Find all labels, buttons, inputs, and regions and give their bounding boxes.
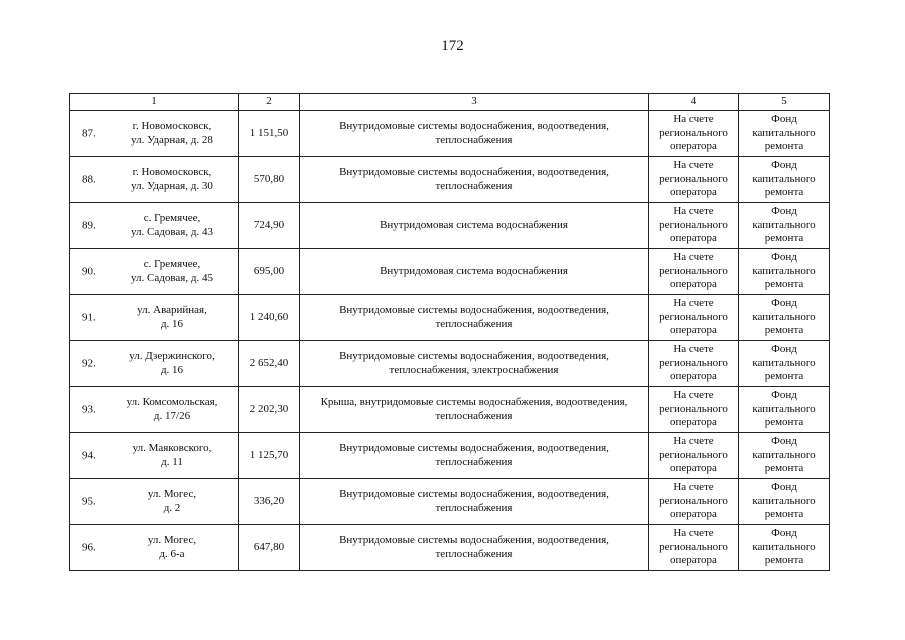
row-number: 94.: [82, 448, 96, 461]
fund-line-1: Фонд: [771, 113, 797, 126]
address-line-1: ул. Могес,: [147, 534, 197, 546]
fund-cell: [739, 387, 830, 433]
work-description: Внутридомовые системы водоснабжения, водоотведения, теплоснабжения: [300, 433, 649, 479]
account-line-1: На счете: [673, 113, 714, 126]
address-line-1: ул. Могес,: [147, 488, 197, 500]
account-cell: [649, 111, 739, 157]
area-value: 2 202,30: [239, 387, 300, 433]
fund-cell: [739, 433, 830, 479]
row-number: 90.: [82, 264, 96, 277]
table-row: [70, 433, 830, 479]
address: [73, 534, 235, 561]
address-line-2: д. 16: [160, 363, 184, 376]
account-line-2: регионального: [659, 264, 728, 277]
address-line-2: д. 2: [163, 501, 181, 514]
fund-line-1: Фонд: [771, 205, 797, 218]
row-number: 96.: [82, 540, 96, 553]
table-row: [70, 387, 830, 433]
address-line-2: ул. Ударная, д. 28: [131, 133, 213, 146]
account-line-1: На счете: [673, 435, 714, 448]
address-line-2: д. 11: [161, 455, 183, 468]
row-number: 92.: [82, 356, 96, 369]
fund-line-2: капитального: [752, 540, 816, 553]
fund-line-3: ремонта: [764, 416, 804, 429]
row-number: 93.: [82, 402, 96, 415]
column-header: 3: [300, 94, 649, 111]
work-description: Внутридомовые системы водоснабжения, водоотведения, теплоснабжения: [300, 111, 649, 157]
table-row: [70, 295, 830, 341]
account-line-1: На счете: [673, 343, 714, 356]
work-description: Внутридомовые системы водоснабжения, водоотведения, теплоснабжения: [300, 479, 649, 525]
address-line-2: д. 6-а: [159, 547, 185, 560]
table-row: [70, 525, 830, 571]
fund-cell: [739, 157, 830, 203]
account-line-3: оператора: [670, 554, 717, 567]
address-cell: [70, 433, 239, 479]
area-value: 570,80: [239, 157, 300, 203]
fund-line-2: капитального: [752, 218, 816, 231]
account-cell: [649, 433, 739, 479]
address-cell: [70, 249, 239, 295]
account-line-1: На счете: [673, 251, 714, 264]
area-value: 336,20: [239, 479, 300, 525]
account-line-2: регионального: [659, 448, 728, 461]
fund-line-1: Фонд: [771, 297, 797, 310]
row-number: 91.: [82, 310, 96, 323]
address-line-2: ул. Садовая, д. 43: [131, 225, 213, 238]
fund-line-3: ремонта: [764, 186, 804, 199]
work-description: Внутридомовая система водоснабжения: [300, 203, 649, 249]
address: [73, 442, 235, 469]
address-line-2: д. 17/26: [153, 409, 191, 422]
address-line-1: с. Гремячее,: [143, 258, 201, 270]
fund-line-1: Фонд: [771, 343, 797, 356]
account-line-3: оператора: [670, 416, 717, 429]
fund-line-2: капитального: [752, 172, 816, 185]
account-line-2: регионального: [659, 218, 728, 231]
row-number: 95.: [82, 494, 96, 507]
fund-line-2: капитального: [752, 448, 816, 461]
account-line-1: На счете: [673, 159, 714, 172]
account-line-1: На счете: [673, 527, 714, 540]
column-header: 1: [70, 94, 239, 111]
address-line-1: ул. Комсомольская,: [126, 396, 218, 408]
area-value: 647,80: [239, 525, 300, 571]
work-description: Крыша, внутридомовые системы водоснабжения, водоотведения, теплоснабжения: [300, 387, 649, 433]
address-cell: [70, 341, 239, 387]
fund-line-3: ремонта: [764, 370, 804, 383]
address-line-2: ул. Ударная, д. 30: [131, 179, 213, 192]
address-line-1: ул. Дзержинского,: [129, 350, 215, 362]
address: [73, 350, 235, 377]
fund-line-2: капитального: [752, 126, 816, 139]
account-line-3: оператора: [670, 140, 717, 153]
fund-line-1: Фонд: [771, 481, 797, 494]
account-line-2: регионального: [659, 494, 728, 507]
fund-cell: [739, 525, 830, 571]
table-row: [70, 203, 830, 249]
address-line-1: ул. Маяковского,: [132, 442, 212, 454]
account-line-3: оператора: [670, 324, 717, 337]
address: [73, 212, 235, 239]
work-description: Внутридомовая система водоснабжения: [300, 249, 649, 295]
work-description: Внутридомовые системы водоснабжения, водоотведения, теплоснабжения, электроснабжения: [300, 341, 649, 387]
account-line-2: регионального: [659, 402, 728, 415]
area-value: 2 652,40: [239, 341, 300, 387]
fund-line-2: капитального: [752, 402, 816, 415]
address: [73, 396, 235, 423]
table-row: [70, 479, 830, 525]
fund-cell: [739, 295, 830, 341]
row-number: 87.: [82, 126, 96, 139]
work-description: Внутридомовые системы водоснабжения, водоотведения, теплоснабжения: [300, 295, 649, 341]
fund-line-3: ремонта: [764, 324, 804, 337]
account-line-2: регионального: [659, 540, 728, 553]
column-header: 5: [739, 94, 830, 111]
table-row: [70, 157, 830, 203]
fund-cell: [739, 479, 830, 525]
column-header: 4: [649, 94, 739, 111]
account-line-1: На счете: [673, 205, 714, 218]
table-row: [70, 249, 830, 295]
account-line-2: регионального: [659, 126, 728, 139]
account-cell: [649, 157, 739, 203]
account-line-1: На счете: [673, 389, 714, 402]
fund-line-3: ремонта: [764, 140, 804, 153]
address: [73, 120, 235, 147]
address-cell: [70, 295, 239, 341]
fund-line-1: Фонд: [771, 527, 797, 540]
account-line-3: оператора: [670, 278, 717, 291]
account-line-3: оператора: [670, 186, 717, 199]
fund-cell: [739, 249, 830, 295]
fund-line-3: ремонта: [764, 232, 804, 245]
area-value: 724,90: [239, 203, 300, 249]
fund-line-3: ремонта: [764, 508, 804, 521]
address-line-1: ул. Аварийная,: [137, 304, 207, 316]
account-cell: [649, 295, 739, 341]
address-line-2: ул. Садовая, д. 45: [131, 271, 213, 284]
fund-line-1: Фонд: [771, 159, 797, 172]
address-cell: [70, 157, 239, 203]
account-line-1: На счете: [673, 297, 714, 310]
address-line-1: с. Гремячее,: [143, 212, 201, 224]
address-cell: [70, 387, 239, 433]
account-line-2: регионального: [659, 310, 728, 323]
fund-line-2: капитального: [752, 356, 816, 369]
fund-line-1: Фонд: [771, 435, 797, 448]
fund-line-3: ремонта: [764, 278, 804, 291]
address: [73, 488, 235, 515]
fund-line-2: капитального: [752, 494, 816, 507]
page-number: 172: [441, 38, 464, 54]
area-value: 1 125,70: [239, 433, 300, 479]
account-line-3: оператора: [670, 370, 717, 383]
row-number: 88.: [82, 172, 96, 185]
address: [73, 258, 235, 285]
fund-cell: [739, 203, 830, 249]
table-body: [70, 111, 830, 571]
account-cell: [649, 479, 739, 525]
address-cell: [70, 203, 239, 249]
account-line-3: оператора: [670, 232, 717, 245]
fund-line-2: капитального: [752, 264, 816, 277]
account-cell: [649, 387, 739, 433]
account-line-1: На счете: [673, 481, 714, 494]
address-cell: [70, 525, 239, 571]
account-cell: [649, 341, 739, 387]
fund-cell: [739, 341, 830, 387]
area-value: 1 151,50: [239, 111, 300, 157]
fund-cell: [739, 111, 830, 157]
fund-line-1: Фонд: [771, 251, 797, 264]
fund-line-1: Фонд: [771, 389, 797, 402]
account-line-3: оператора: [670, 508, 717, 521]
account-cell: [649, 525, 739, 571]
address-line-1: г. Новомосковск,: [132, 120, 212, 132]
address-line-2: д. 16: [160, 317, 184, 330]
repair-register-table: [69, 93, 830, 571]
area-value: 695,00: [239, 249, 300, 295]
account-cell: [649, 203, 739, 249]
table-header-row: [70, 94, 830, 111]
fund-line-3: ремонта: [764, 554, 804, 567]
account-line-3: оператора: [670, 462, 717, 475]
area-value: 1 240,60: [239, 295, 300, 341]
account-line-2: регионального: [659, 356, 728, 369]
fund-line-3: ремонта: [764, 462, 804, 475]
work-description: Внутридомовые системы водоснабжения, водоотведения, теплоснабжения: [300, 157, 649, 203]
address-cell: [70, 479, 239, 525]
account-cell: [649, 249, 739, 295]
row-number: 89.: [82, 218, 96, 231]
address-line-1: г. Новомосковск,: [132, 166, 212, 178]
address: [73, 304, 235, 331]
table-row: [70, 341, 830, 387]
column-header: 2: [239, 94, 300, 111]
work-description: Внутридомовые системы водоснабжения, водоотведения, теплоснабжения: [300, 525, 649, 571]
account-line-2: регионального: [659, 172, 728, 185]
address: [73, 166, 235, 193]
table-row: [70, 111, 830, 157]
fund-line-2: капитального: [752, 310, 816, 323]
address-cell: [70, 111, 239, 157]
